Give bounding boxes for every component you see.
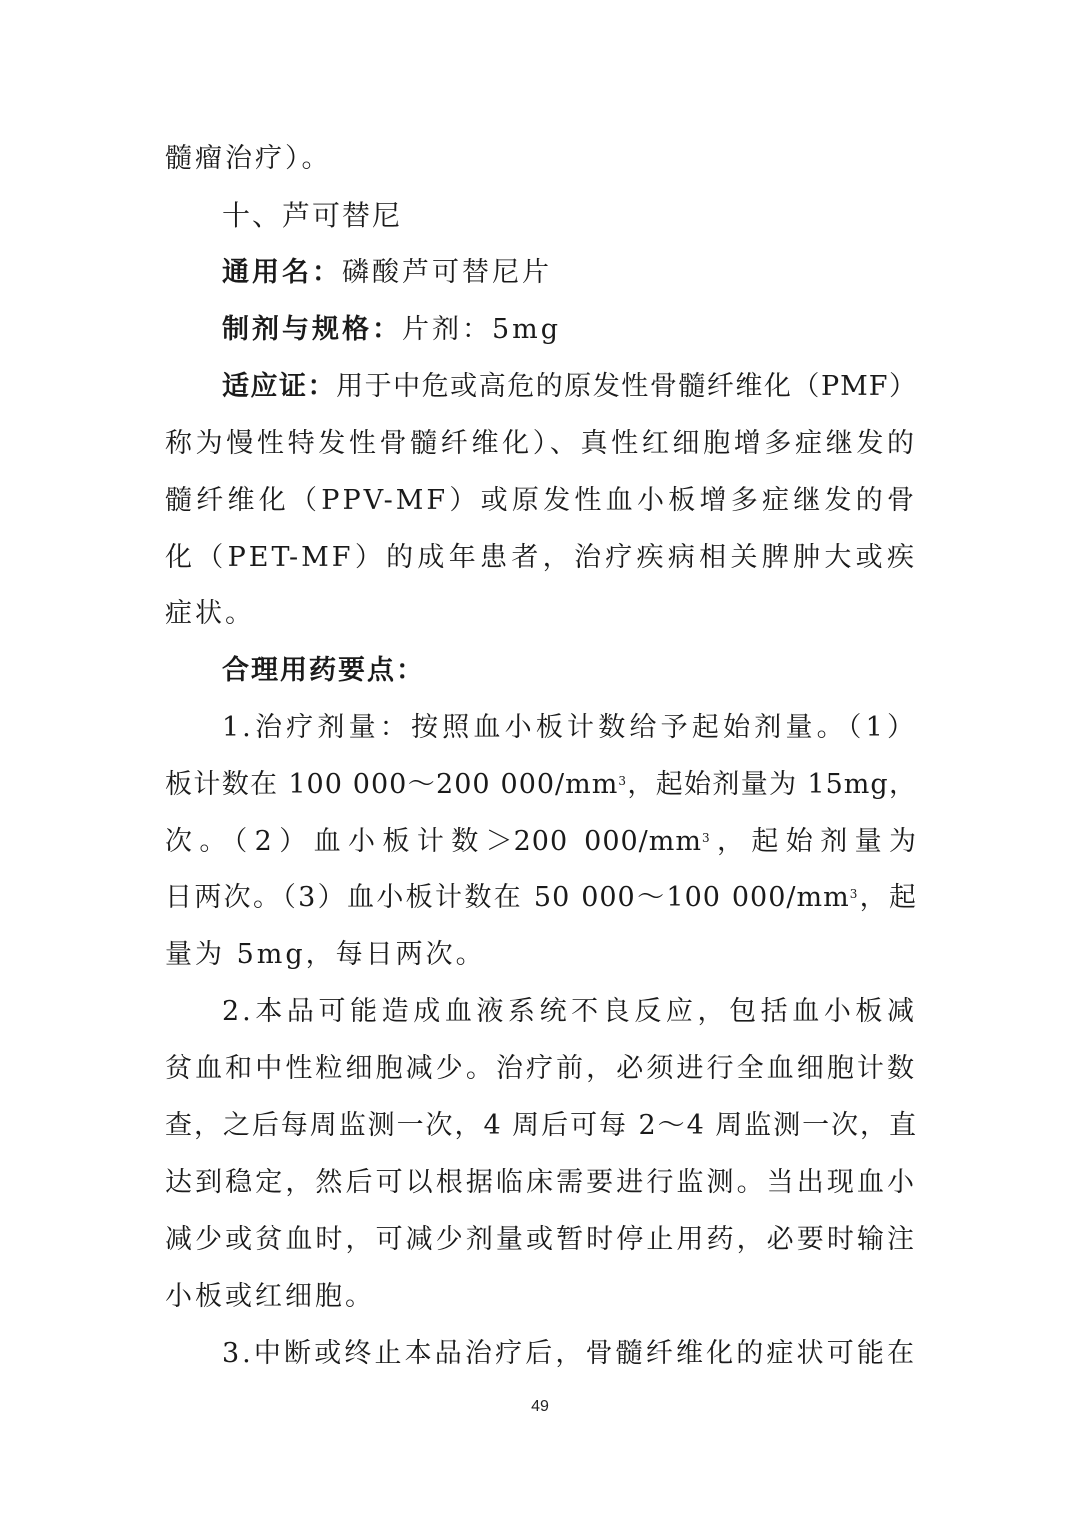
point1-line-2 <box>165 765 917 805</box>
section-title: 十、芦可替尼 <box>222 199 403 232</box>
point1-line-3 <box>165 822 917 862</box>
point1-line-2b: ，起始剂量为 15mg， <box>627 769 917 800</box>
point2-line-5: 减少或贫血时，可减少剂量或暂时停止用药，必要时输注 <box>165 1224 917 1255</box>
formulation-value: 片剂：5mg <box>402 314 562 345</box>
generic-name-line <box>222 253 917 293</box>
indication-line-1 <box>222 367 917 407</box>
point1-line-3b: ，起始剂量为 <box>710 826 917 857</box>
point1-line-5: 量为 5mg，每日两次。 <box>165 939 486 970</box>
point1-line-4a: 日两次。（3）血小板计数在 50 000～100 000/mm <box>165 882 850 913</box>
indication-line-3: 髓纤维化（PPV-MF）或原发性血小板增多症继发的骨 <box>165 485 917 516</box>
point1-line-3a: 次。（2）血小板计数＞200 000/mm <box>165 826 702 857</box>
generic-name-value: 磷酸芦可替尼片 <box>342 257 552 288</box>
key-points-heading: 合理用药要点： <box>222 655 425 686</box>
point1-line-1: 1.治疗剂量：按照血小板计数给予起始剂量。（1） <box>222 712 917 743</box>
point2-line-3: 查，之后每周监测一次，4 周后可每 2～4 周监测一次，直 <box>165 1110 917 1141</box>
point1-line-2a: 板计数在 100 000～200 000/mm <box>165 769 619 800</box>
indication-line-4: 化（PET-MF）的成年患者，治疗疾病相关脾肿大或疾 <box>165 542 917 573</box>
point2-line-1: 2.本品可能造成血液系统不良反应，包括血小板减 <box>222 996 917 1027</box>
point2-line-2: 贫血和中性粒细胞减少。治疗前，必须进行全血细胞计数 <box>165 1053 917 1084</box>
point2-line-6: 小板或红细胞。 <box>165 1281 375 1312</box>
point2-line-4: 达到稳定，然后可以根据临床需要进行监测。当出现血小 <box>165 1167 917 1198</box>
indication-label: 适应证： <box>222 371 337 402</box>
superscript-3: 3 <box>849 887 859 901</box>
formulation-label: 制剂与规格： <box>222 314 402 345</box>
previous-paragraph-tail: 髓瘤治疗）。 <box>165 143 332 174</box>
page-number: 49 <box>531 1398 549 1415</box>
point1-line-4b: ，起 <box>858 882 917 913</box>
superscript-3: 3 <box>618 774 627 788</box>
superscript-3: 3 <box>701 831 711 845</box>
indication-line-2: 称为慢性特发性骨髓纤维化）、真性红细胞增多症继发的 <box>165 428 917 459</box>
point1-line-4 <box>165 878 917 918</box>
indication-line-5: 症状。 <box>165 598 255 629</box>
formulation-line <box>222 310 917 350</box>
point3-line-1: 3.中断或终止本品治疗后，骨髓纤维化的症状可能在 <box>222 1338 917 1369</box>
indication-text: 用于中危或高危的原发性骨髓纤维化（PMF） <box>336 371 917 402</box>
generic-name-label: 通用名： <box>222 257 342 288</box>
